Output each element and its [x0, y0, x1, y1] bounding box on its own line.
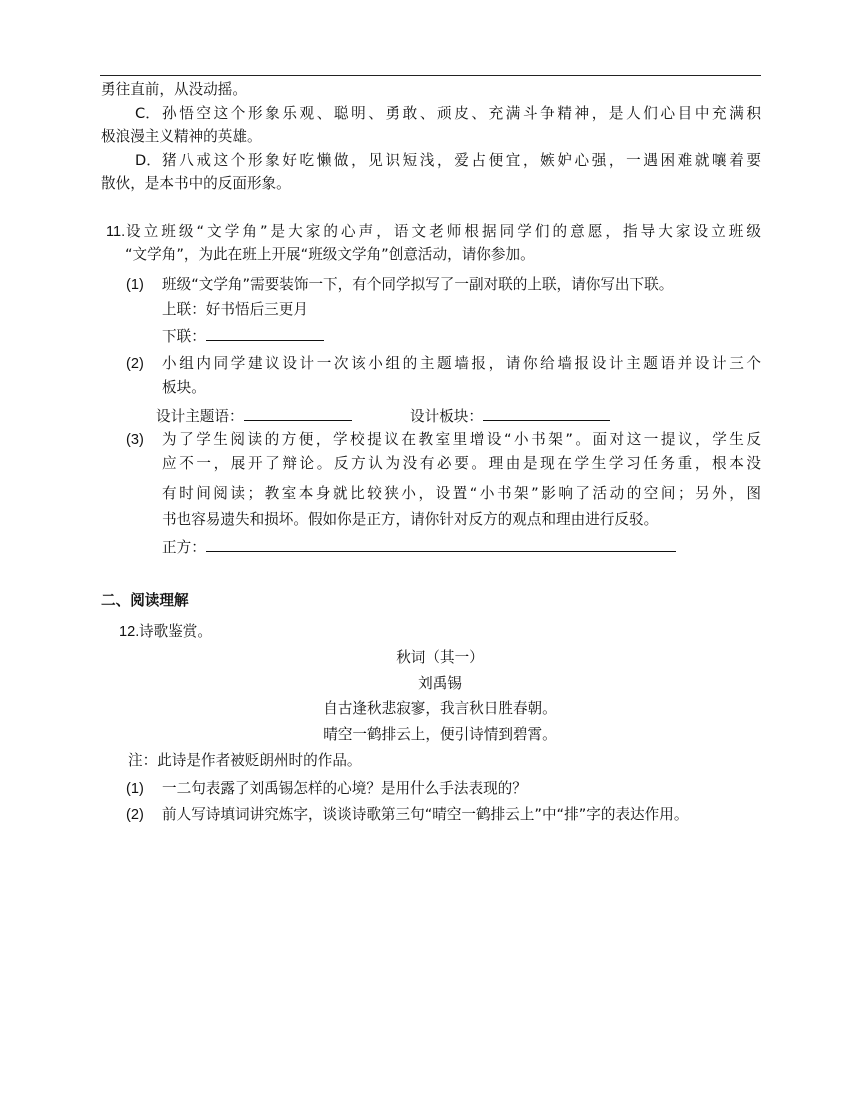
q11-part3-text-line2: 应不一，展开了辩论。反方认为没有必要。理由是现在学生学习任务重，根本没	[162, 455, 761, 472]
poem-author: 刘禹锡	[418, 675, 462, 692]
couplet-lower-row	[162, 325, 324, 348]
rebuttal-row	[162, 536, 676, 559]
q11-part2-text: 小组内同学建议设计一次该小组的主题墙报，请你给墙报设计主题语并设计三个	[162, 355, 761, 372]
poem-line-1: 自古逢秋悲寂寥，我言秋日胜春朝。	[323, 700, 557, 717]
rebuttal-label: 正方：	[162, 539, 206, 556]
option-b-continuation: 勇往直前，从没动摇。	[101, 81, 247, 98]
option-c-text: 孙悟空这个形象乐观、聪明、勇敢、顽皮、充满斗争精神，是人们心目中充满积	[162, 105, 761, 122]
board-sections-answer-blank[interactable]	[483, 405, 610, 421]
question-12-title: 诗歌鉴赏。	[139, 623, 212, 640]
theme-slogan-answer-blank[interactable]	[244, 405, 352, 421]
board-sections-label: 设计板块：	[410, 408, 483, 425]
q11-part3-number: (3)	[126, 432, 144, 448]
poem-note: 注：此诗是作者被贬朗州时的作品。	[128, 752, 362, 769]
couplet-upper: 上联：好书悟后三更月	[162, 301, 308, 318]
option-c-text-cont: 极浪漫主义精神的英雄。	[101, 128, 262, 145]
q12-part2-number: (2)	[126, 807, 144, 823]
theme-slogan-row	[156, 405, 352, 428]
q11-part3-text-line4: 书也容易遗失和损坏。假如你是正方，请你针对反方的观点和理由进行反驳。	[162, 511, 659, 528]
poem-title: 秋词（其一）	[396, 649, 484, 666]
q12-part2-text: 前人写诗填词讲究炼字，谈谈诗歌第三句“晴空一鹤排云上”中“排”字的表达作用。	[162, 806, 689, 823]
q11-part1-number: (1)	[126, 277, 144, 293]
board-sections-row	[410, 405, 610, 428]
q11-part2-number: (2)	[126, 356, 144, 372]
option-c-label: C．	[135, 105, 160, 122]
question-12-number: 12.	[119, 624, 140, 640]
q11-part1-text: 班级“文学角”需要装饰一下，有个同学拟写了一副对联的上联，请你写出下联。	[162, 276, 674, 293]
q12-part1-number: (1)	[126, 781, 144, 797]
q11-part3-text-line3: 有时间阅读；教室本身就比较狭小，设置“小书架”影响了活动的空间；另外，图	[162, 485, 761, 502]
option-d-text: 猪八戒这个形象好吃懒做，见识短浅，爱占便宜，嫉妒心强，一遇困难就嚷着要	[162, 152, 761, 169]
top-rule	[100, 75, 761, 76]
question-11-text: 设立班级“文学角”是大家的心声，语文老师根据同学们的意愿，指导大家设立班级	[126, 223, 761, 240]
rebuttal-answer-blank[interactable]	[206, 536, 676, 552]
option-d-text-cont: 散伙，是本书中的反面形象。	[101, 175, 291, 192]
question-11-number: 11.	[106, 224, 126, 240]
couplet-lower-label: 下联：	[162, 328, 206, 345]
option-d-label: D．	[135, 152, 161, 169]
section-heading-reading: 二、阅读理解	[101, 592, 189, 609]
q11-part3-text-line1: 为了学生阅读的方便，学校提议在教室里增设“小书架”。面对这一提议，学生反	[162, 431, 761, 448]
couplet-lower-answer-blank[interactable]	[206, 325, 324, 341]
theme-slogan-label: 设计主题语：	[156, 408, 244, 425]
q12-part1-text: 一二句表露了刘禹锡怎样的心境？是用什么手法表现的？	[162, 780, 527, 797]
q11-part2-text-cont: 板块。	[162, 379, 206, 396]
question-11-text-cont: “文学角”，为此在班上开展“班级文学角”创意活动，请你参加。	[125, 246, 535, 263]
poem-line-2: 晴空一鹤排云上，便引诗情到碧霄。	[323, 726, 557, 743]
